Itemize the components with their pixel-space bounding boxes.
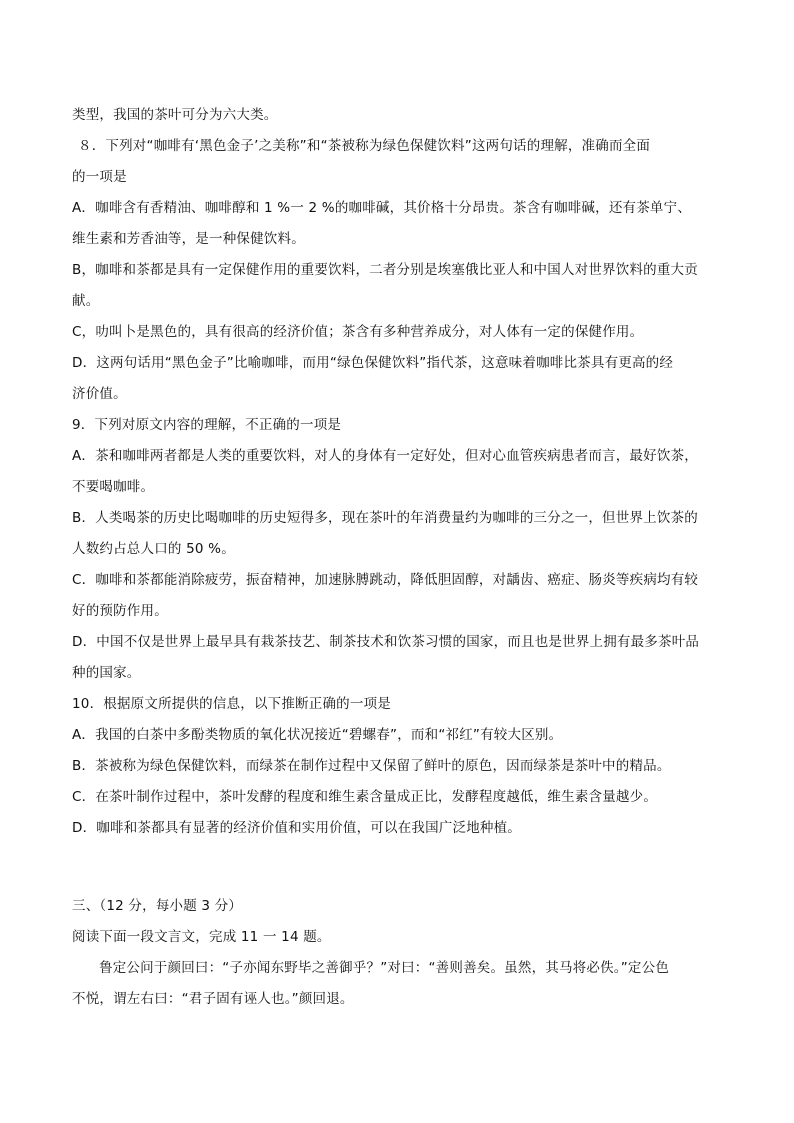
question-8-option-d: D．这两句话用“黑色金子”比喻咖啡，而用“绿色保健饮料”指代茶，这意味着咖啡比茶具有更高的经 (72, 355, 674, 371)
question-9-option-b-cont: 人数约占总人口的 50 %。 (72, 541, 235, 557)
question-8-stem-cont: 的一项是 (72, 169, 127, 185)
question-8-option-a-cont: 维生素和芳香油等，是一种保健饮料。 (72, 231, 305, 247)
question-9-option-d: D．中国不仅是世界上最早具有栽茶技艺、制茶技术和饮茶习惯的国家，而且也是世界上拥有最多茶叶品 (72, 634, 700, 650)
section-3-heading: 三、（12 分，每小题 3 分） (72, 898, 243, 914)
question-9-option-a-cont: 不要喝咖啡。 (72, 479, 155, 495)
question-9-option-c: C．咖啡和茶都能消除疲劳，振奋精神，加速脉膊跳动，降低胆固醇，对龋齿、癌症、肠炎等疾病均有较 (72, 572, 699, 588)
question-10-option-b: B．茶被称为绿色保健饮料，而绿茶在制作过程中又保留了鲜叶的原色，因而绿茶是茶叶中的精品。 (72, 758, 671, 774)
question-8-option-c: C，叻叫卜是黑色的，具有很高的经济价值；茶含有多种营养成分，对人体有一定的保健作用。 (72, 324, 644, 340)
classical-passage-line-2: 不悦，谓左右曰：“君子固有诬人也。”颜回退。 (72, 991, 354, 1007)
question-10-stem: 10．根据原文所提供的信息，以下推断正确的一项是 (72, 696, 391, 712)
question-9-option-a: A．茶和咖啡两者都是人类的重要饮料，对人的身体有一定好处，但对心血管疾病患者而言，最好饮茶， (72, 448, 698, 464)
classical-passage-line-1: 鲁定公问于颜回曰：“子亦闻东野毕之善御乎？”对曰：“善则善矣。虽然，其马将必佚。”定公色 (99, 960, 670, 976)
question-8-option-b-cont: 献。 (72, 293, 100, 309)
question-10-option-d: D．咖啡和茶都具有显著的经济价值和实用价值，可以在我国广泛地种植。 (72, 820, 521, 836)
question-9-option-d-cont: 种的国家。 (72, 665, 141, 681)
question-9-option-b: B．人类喝茶的历史比喝咖啡的历史短得多，现在茶叶的年消费量约为咖啡的三分之一，但世界上饮茶的 (72, 510, 698, 526)
question-10-option-a: A．我国的白茶中多酚类物质的氧化状况接近“碧螺春”，而和“祁红”有较大区别。 (72, 727, 563, 743)
text-line-prev-conclusion: 类型，我国的茶叶可分为六大类。 (72, 107, 278, 123)
section-gap (72, 844, 722, 891)
document-body (72, 100, 722, 1015)
question-9-stem: 9．下列对原文内容的理解，不正确的一项是 (72, 417, 342, 433)
question-10-option-c: C．在茶叶制作过程中，茶叶发酵的程度和维生素含量成正比，发酵程度越低，维生素含量越少。 (72, 789, 658, 805)
question-8-stem: ８．下列对“咖啡有‘黑色金子’之美称”和“茶被称为绿色保健饮料”这两句话的理解，准确而全面 (78, 138, 651, 154)
section-3-instructions: 阅读下面一段文言文，完成 11 一 14 题。 (72, 929, 331, 945)
question-8-option-d-cont: 济价值。 (72, 386, 127, 402)
question-8-option-a: A．咖啡含有香精油、咖啡醇和 1 %一 2 %的咖啡碱，其价格十分昂贵。茶含有咖啡碱，还有茶单宁、 (72, 200, 692, 216)
question-8-option-b: B，咖啡和茶都是具有一定保健作用的重要饮料，二者分别是埃塞俄比亚人和中国人对世界饮料的重大贡 (72, 262, 698, 278)
question-9-option-c-cont: 好的预防作用。 (72, 603, 168, 619)
